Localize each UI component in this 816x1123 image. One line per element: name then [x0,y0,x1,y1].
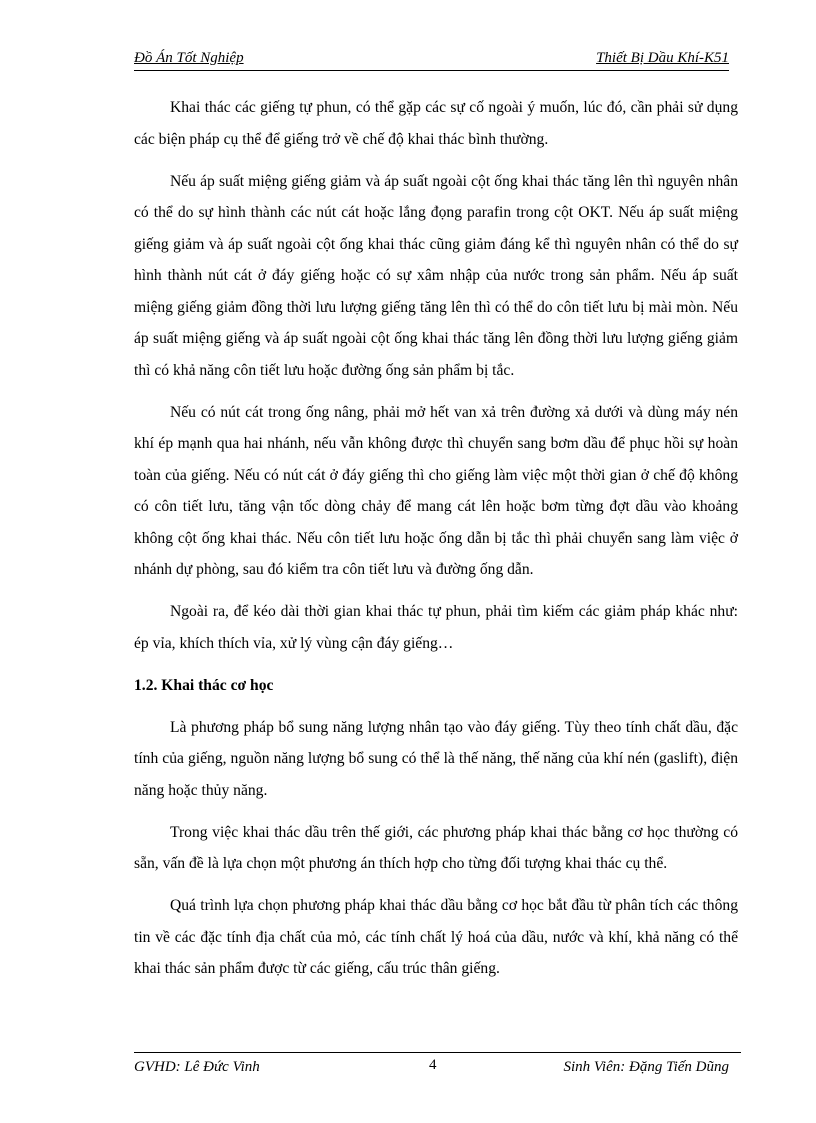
paragraph-3: Nếu có nút cát trong ống nâng, phải mở hết van xả trên đường xả dưới và dùng máy nén khí ép mạnh qua hai nhánh, nếu vẫn không được thì chuyển sang bơm dầu để phục hồi sự hoàn toàn của giếng. Nếu có nút cát ở đáy giếng thì cho giếng làm việc một thời gian ở chế độ không có côn tiết lưu, tăng vận tốc dòng chảy để mang cát lên hoặc bơm từng đợt dầu vào khoảng không cột ống khai thác. Nếu côn tiết lưu hoặc ống dẫn bị tắc thì phải chuyển sang làm việc ở nhánh dự phòng, sau đó kiểm tra côn tiết lưu và đường ống dẫn. [134,403,738,578]
footer-student: Sinh Viên: Đặng Tiến Dũng [563,1059,729,1075]
section-paragraph-2: Trong việc khai thác dầu trên thế giới, các phương pháp khai thác bằng cơ học thường có sẵn, vấn đề là lựa chọn một phương án thích hợp cho từng đối tượng khai thác cụ thể. [134,823,738,872]
footer-supervisor: GVHD: Lê Đức Vinh [134,1059,260,1075]
section-paragraph-1: Là phương pháp bổ sung năng lượng nhân tạo vào đáy giếng. Tùy theo tính chất dầu, đặc tính của giếng, nguồn năng lượng bổ sung có thể là thế năng, thế năng của khí nén (gaslift), điện năng hoặc thủy năng. [134,718,738,799]
header-right-title: Thiết Bị Dầu Khí-K51 [596,50,729,66]
page-footer [134,1052,741,1079]
page-number: 4 [429,1057,437,1073]
paragraph-1: Khai thác các giếng tự phun, có thể gặp các sự cố ngoài ý muốn, lúc đó, cần phải sử dụng các biện pháp cụ thể để giếng trở về chế độ khai thác bình thường. [134,99,738,148]
header-left-title: Đồ Án Tốt Nghiệp [134,50,244,66]
section-paragraph-3: Quá trình lựa chọn phương pháp khai thác dầu bằng cơ học bắt đầu từ phân tích các thông tin về các đặc tính địa chất của mỏ, các tính chất lý hoá của dầu, nước và khí, khả năng có thể khai thác sản phẩm được từ các giếng, cấu trúc thân giếng. [134,897,738,977]
page-content [134,92,738,995]
page-header [134,50,729,71]
paragraph-2: Nếu áp suất miệng giếng giảm và áp suất ngoài cột ống khai thác tăng lên thì nguyên nhân có thể do sự hình thành các nút cát hoặc lắng đọng parafin trong cột OKT. Nếu áp suất miệng giếng giảm và áp suất ngoài cột ống khai thác cũng giảm đáng kể thì nguyên nhân có thể do sự hình thành nút cát ở đáy giếng hoặc có sự xâm nhập của nước trong sản phẩm. Nếu áp suất miệng giếng giảm đồng thời lưu lượng giếng tăng lên thì có thể do côn tiết lưu bị mài mòn. Nếu áp suất miệng giếng và áp suất ngoài cột ống khai thác tăng lên đồng thời lưu lượng giếng giảm thì có khả năng côn tiết lưu hoặc đường ống sản phẩm bị tắc. [134,172,738,379]
section-heading: 1.2. Khai thác cơ học [134,676,274,694]
paragraph-4: Ngoài ra, để kéo dài thời gian khai thác tự phun, phải tìm kiếm các giảm pháp khác như: ép vỉa, khích thích vỉa, xử lý vùng cận đáy giếng… [134,603,738,652]
